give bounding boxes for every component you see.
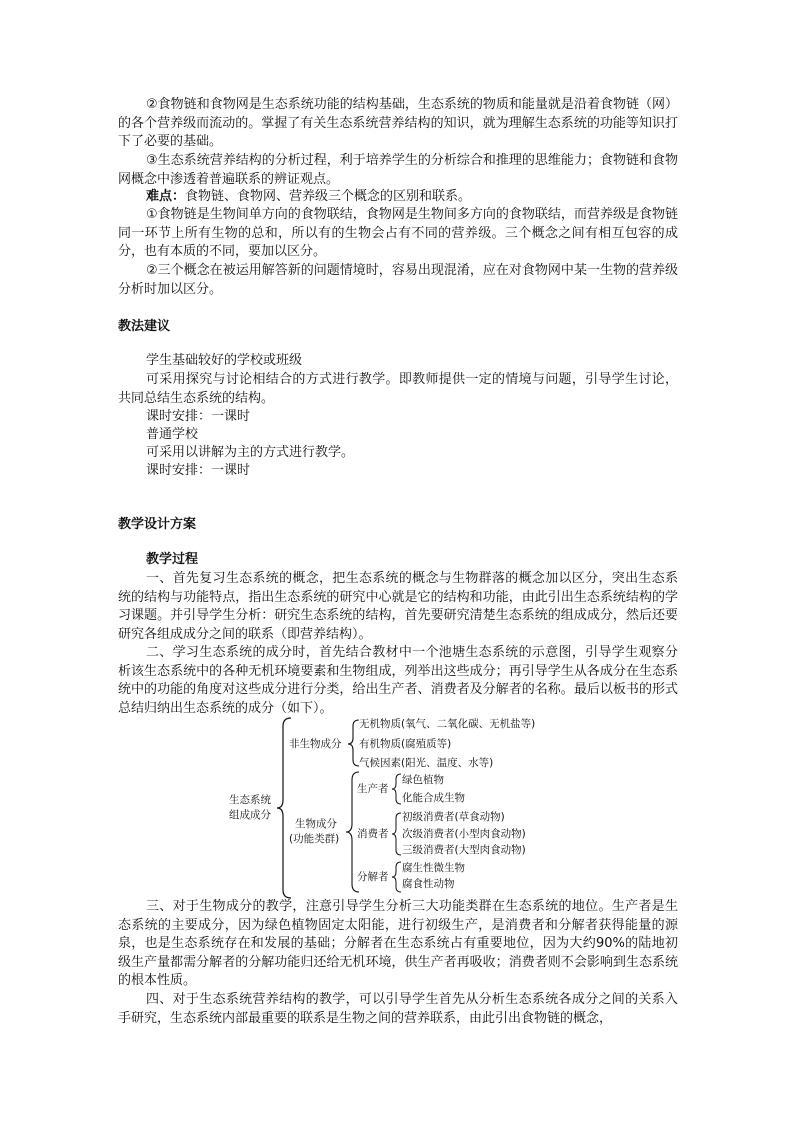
paragraph-step-three: 三、对于生物成分的教学，注意引导学生分析三大功能类群在生态系统的地位。生产者是生态系统的主要成分，因为绿色植物固定太阳能，进行初级生产，是消费者和分解者获得能量的源泉，也是生态系统存在和发展的基础；分解者在生态系统占有重要地位，因为大约90%的陆地初级生产量都需分解者的分解功能归还给无机环境，供生产者再吸收；消费者则不会影响到生态系统的根本性质。 bbox=[118, 899, 678, 989]
diagram-consumer-item: 三级消费者(大型肉食动物) bbox=[402, 844, 526, 856]
diagram-consumer-label: 消费者 bbox=[357, 828, 389, 840]
line-class-hours-1: 课时安排：一课时 bbox=[146, 409, 251, 424]
diagram-consumer-item: 次级消费者(小型肉食动物) bbox=[402, 828, 526, 840]
diagram-decomposer-label: 分解者 bbox=[357, 871, 389, 883]
heading-design-plan: 教学设计方案 bbox=[118, 517, 197, 532]
paragraph-step-four: 四、对于生态系统营养结构的教学，可以引导学生首先从分析生态系统各成分之间的关系入手研究，生态系统内部最重要的联系是生物之间的营养联系，由此引出食物链的概念， bbox=[118, 992, 678, 1026]
brace-decomposer bbox=[392, 862, 401, 892]
difficulty-label: 难点： bbox=[146, 189, 186, 204]
diagram-decomposer-item: 腐食性动物 bbox=[402, 878, 455, 890]
paragraph-analysis-process: ③生态系统营养结构的分析过程，利于培养学生的分析综合和推理的思维能力；食物链和食物网概念中渗透着普遍联系的辨证观点。 bbox=[118, 153, 678, 187]
diagram-nonbio-label: 非生物成分 bbox=[289, 738, 342, 750]
diagram-consumer-item: 初级消费者(草食动物) bbox=[402, 811, 505, 823]
diagram-nonbio-item: 无机物质(氧气、二氧化碳、无机盐等) bbox=[359, 718, 536, 730]
paragraph-difficulty bbox=[118, 188, 678, 207]
subheading-process: 教学过程 bbox=[146, 552, 199, 567]
ecosystem-components-diagram bbox=[225, 716, 565, 900]
diagram-producer-label: 生产者 bbox=[357, 783, 389, 795]
diagram-bio-line2: (功能类群) bbox=[289, 833, 340, 845]
difficulty-text: 食物链、食物网、营养级三个概念的区别和联系。 bbox=[185, 189, 472, 204]
paragraph-step-two: 二、学习生态系统的成分时，首先结合教材中一个池塘生态系统的示意图，引导学生观察分析该生态系统中的各种无机环境要素和生物组成，列举出这些成分；再引导学生从各成分在生态系统中的功能的角度对这些成分进行分类，给出生产者、消费者及分解者的名称。最后以板书的形式总结归纳出生态系统的成分（如下）。 bbox=[118, 645, 678, 716]
diagram-decomposer-item: 腐生性微生物 bbox=[402, 862, 465, 874]
paragraph-food-chain-difference: ①食物链是生物间单方向的食物联结，食物网是生物间多方向的食物联结，而营养级是食物链同一环节上所有生物的总和，所以有的生物会占有不同的营养级。三个概念之间有相互包容的成分，也有本质的不同，要加以区分。 bbox=[118, 207, 678, 260]
diagram-root-line1: 生态系统 bbox=[229, 794, 271, 806]
diagram-nonbio-item: 有机物质(腐殖质等) bbox=[359, 738, 452, 750]
diagram-root-line2: 组成成分 bbox=[229, 809, 271, 821]
diagram-nonbio-item: 气候因素(阳光、温度、水等) bbox=[359, 757, 494, 769]
diagram-bio-line1: 生物成分 bbox=[295, 818, 337, 830]
brace-consumer bbox=[392, 813, 401, 855]
brace-nonbio bbox=[348, 720, 359, 766]
diagram-producer-item: 绿色植物 bbox=[402, 774, 444, 786]
heading-teaching-suggestions: 教法建议 bbox=[118, 319, 171, 334]
paragraph-confusion: ②三个概念在被运用解答新的问题情境时，容易出现混淆，应在对食物网中某一生物的营养级分析时加以区分。 bbox=[118, 263, 678, 297]
paragraph-structure-basis: ②食物链和食物网是生态系统功能的结构基础，生态系统的物质和能量就是沿着食物链（网）的各个营养级而流动的。掌握了有关生态系统营养结构的知识，就为理解生态系统的功能等知识打下了必要的基础。 bbox=[118, 97, 678, 150]
line-class-hours-2: 课时安排：一课时 bbox=[146, 463, 251, 478]
line-lecture-method: 可采用以讲解为主的方式进行教学。 bbox=[146, 445, 355, 460]
diagram-producer-item: 化能合成生物 bbox=[402, 792, 465, 804]
line-good-schools: 学生基础较好的学校或班级 bbox=[146, 353, 303, 368]
brace-producer bbox=[392, 774, 401, 804]
paragraph-inquiry-method: 可采用探究与讨论相结合的方式进行教学。即教师提供一定的情境与问题，引导学生讨论，共同总结生态系统的结构。 bbox=[118, 372, 678, 406]
paragraph-step-one: 一、首先复习生态系统的概念，把生态系统的概念与生物群落的概念加以区分，突出生态系统的结构与功能特点，指出生态系统的研究中心就是它的结构和功能，由此引出生态系统结构的学习课题。并引导学生分析：研究生态系统的结构，首先要研究清楚生态系统的组成成分，然后还要研究各组成成分之间的联系（即营养结构）。 bbox=[118, 571, 678, 642]
line-ordinary-schools: 普通学校 bbox=[146, 427, 199, 442]
